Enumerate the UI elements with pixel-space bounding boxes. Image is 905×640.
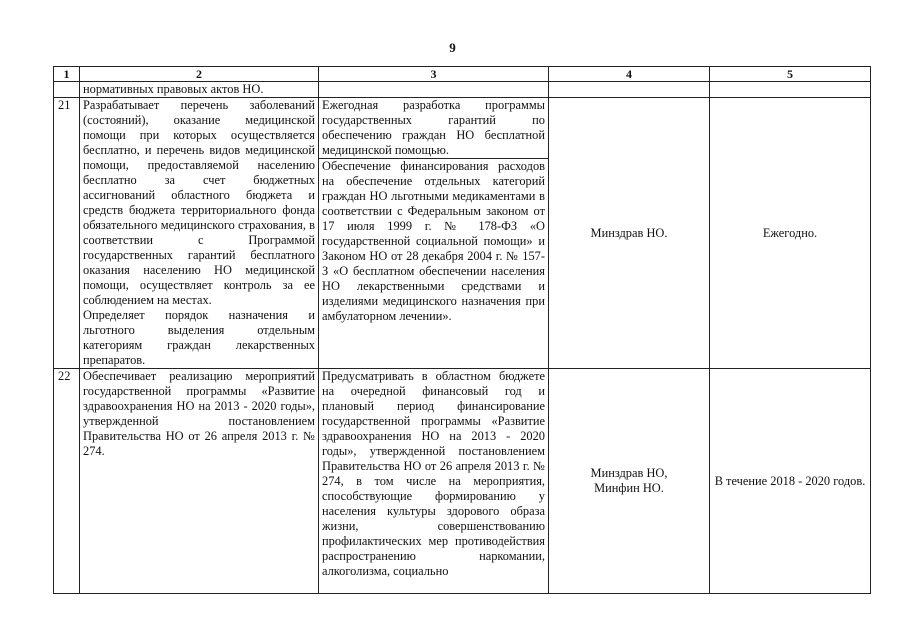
action-paragraph: Разрабатывает перечень заболеваний (состояний), оказание медицинской помощи при которых осуществляется бесплатно, и перечень видов медицинской помощи, предоставляемой населению бесплатно за счет бюджетных ассигнований областного бюджета и средств бюджета территориального фонда обязательного медицинского страхования, в соответствии с Программой государственных гарантий бесплатного оказания населению НО медицинской помощи, осуществляет контроль за ее соблюдением на местах.	[83, 98, 315, 307]
header-cell-2: 2	[80, 67, 319, 82]
row-number-cell	[54, 82, 80, 98]
deadline-cell: Ежегодно.	[710, 98, 871, 369]
table-row	[54, 369, 871, 594]
header-cell-4: 4	[549, 67, 710, 82]
result-cell	[319, 369, 549, 594]
table-row-continuation	[54, 82, 871, 98]
deadline-cell	[710, 82, 871, 98]
result-cell	[319, 82, 549, 98]
measures-table	[53, 66, 871, 594]
deadline-cell: В течение 2018 - 2020 годов.	[710, 369, 871, 594]
executor-cell	[549, 82, 710, 98]
table-row	[54, 98, 871, 369]
executor-cell: Минздрав НО, Минфин НО.	[549, 369, 710, 594]
action-cell	[80, 98, 319, 369]
row-number-cell: 22	[54, 369, 80, 594]
result-cell	[319, 98, 549, 369]
result-paragraph: Ежегодная разработка программы государственных гарантий по обеспечению граждан НО бесплатной медицинской помощью.	[322, 98, 545, 157]
result-paragraph: Предусматривать в областном бюджете на очередной финансовый год и плановый период финансирование государственной программы «Развитие здравоохранения НО на 2013 - 2020 годы», утвержденной постановлением Правительства НО от 26 апреля 2013 г. № 274, в том числе на мероприятия, способствующие формированию у населения культуры здорового образа жизни, совершенствованию профилактических мер противодействия распространению наркомании, алкоголизма, социально	[322, 369, 545, 578]
action-paragraph: Обеспечивает реализацию мероприятий государственной программы «Развитие здравоохранения НО на 2013 - 2020 годы», утвержденной постановлением Правительства НО от 26 апреля 2013 г. № 274.	[83, 369, 315, 458]
page-number: 9	[449, 40, 456, 55]
result-paragraph: Обеспечение финансирования расходов на обеспечение отдельных категорий граждан НО льготными медикаментами в соответствии с Федеральным законом от 17 июля 1999 г. № 178-ФЗ «О государственной социальной помощи» и Законом НО от 28 декабря 2004 г. № 157-З «О бесплатном обеспечении населения НО лекарственными средствами и изделиями медицинского назначения при амбулаторном лечении».	[319, 158, 548, 324]
executor-cell: Минздрав НО.	[549, 98, 710, 369]
action-cell: нормативных правовых актов НО.	[80, 82, 319, 98]
action-cell	[80, 369, 319, 594]
header-row	[54, 67, 871, 82]
action-paragraph: Определяет порядок назначения и льготного выделения отдельным категориям граждан лекарственных препаратов.	[83, 308, 315, 367]
header-cell-5: 5	[710, 67, 871, 82]
header-cell-1: 1	[54, 67, 80, 82]
header-cell-3: 3	[319, 67, 549, 82]
row-number-cell: 21	[54, 98, 80, 369]
